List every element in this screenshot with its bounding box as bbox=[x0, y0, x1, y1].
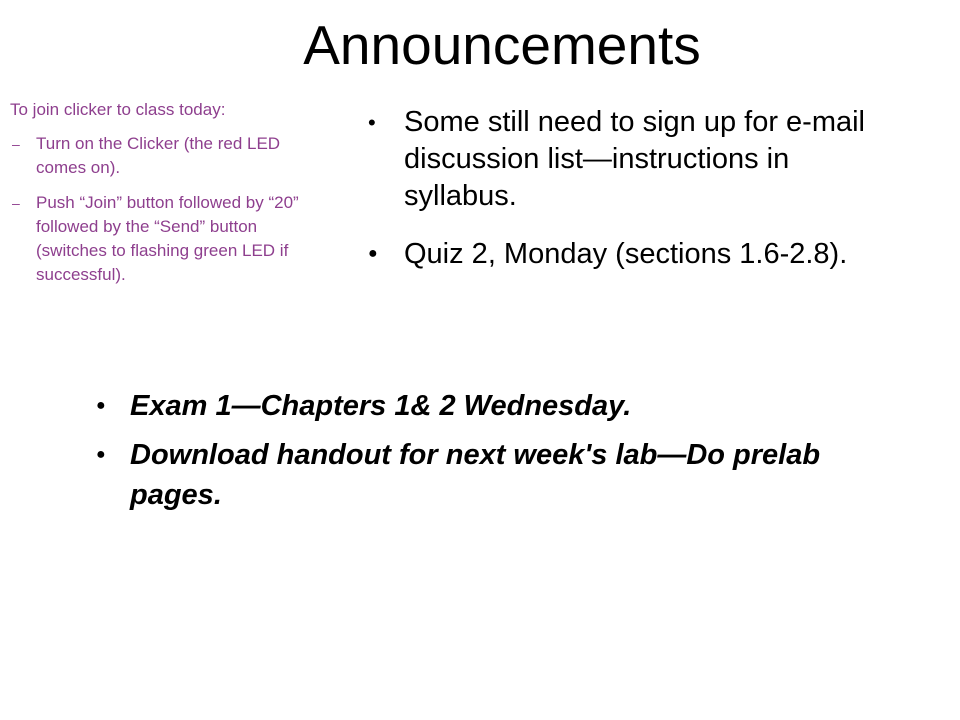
clicker-step bbox=[10, 132, 332, 180]
clicker-instructions bbox=[10, 98, 332, 298]
announcement-list bbox=[368, 104, 908, 293]
bullet-icon: ● bbox=[96, 446, 106, 463]
announcement-item bbox=[368, 231, 908, 277]
clicker-instructions-heading: To join clicker to class today: bbox=[10, 100, 226, 119]
clicker-step-text: Push “Join” button followed by “20” followed by the “Send” button (switches to flashing green LED if successful). bbox=[36, 193, 299, 284]
slide-title: Announcements bbox=[303, 14, 701, 76]
dash-bullet-icon: – bbox=[12, 195, 20, 211]
bullet-icon: ● bbox=[96, 397, 106, 414]
announcement-text: Quiz 2, Monday (sections 1.6-2.8). bbox=[404, 238, 848, 270]
announcement-text: Some still need to sign up for e-mail discussion list—instructions in syllabus. bbox=[404, 106, 865, 212]
bullet-icon: • bbox=[368, 110, 376, 135]
dash-bullet-icon: – bbox=[12, 136, 20, 152]
exam-announcement-item bbox=[96, 386, 876, 426]
exam-announcement-text: Exam 1—Chapters 1& 2 Wednesday. bbox=[130, 390, 632, 422]
exam-announcement-text: Download handout for next week's lab—Do prelab pages. bbox=[130, 439, 821, 511]
clicker-steps-list bbox=[10, 132, 332, 287]
clicker-step-text: Turn on the Clicker (the red LED comes on). bbox=[36, 134, 281, 177]
announcement-item bbox=[368, 104, 908, 215]
exam-announcement-list bbox=[96, 386, 876, 524]
bullet-icon: ● bbox=[368, 245, 378, 262]
clicker-step bbox=[10, 191, 332, 287]
exam-announcement-item bbox=[96, 435, 876, 515]
